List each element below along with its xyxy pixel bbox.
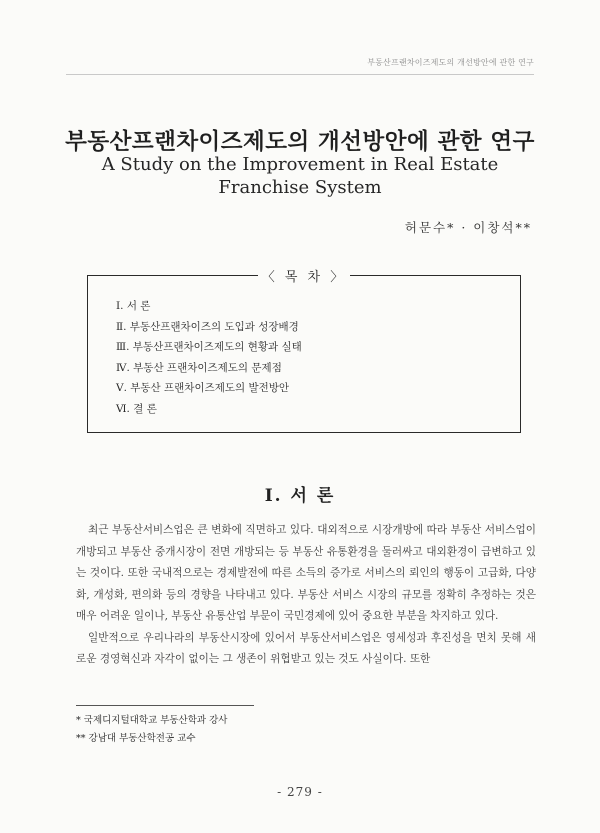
title-korean: 부동산프랜차이즈제도의 개선방안에 관한 연구 [65, 129, 535, 155]
paragraph: 일반적으로 우리나라의 부동산시장에 있어서 부동산서비스업은 영세성과 후진성을 면치 못해 새로운 경영혁신과 자각이 없이는 그 생존이 위협받고 있는 것도 사실이다. 또한 [76, 631, 536, 665]
toc-heading: 〈 목 차 〉 [258, 270, 351, 285]
footnote: * 국제디지털대학교 부동산학과 강사 [76, 715, 228, 726]
title-english-line-2: Franchise System [218, 177, 382, 198]
footnote-rule [76, 705, 254, 706]
paragraph: 최근 부동산서비스업은 큰 변화에 직면하고 있다. 대외적으로 시장개방에 따라 부동산 서비스업이 개방되고 부동산 중개시장이 전면 개방되는 등 부동산 유통환경을 둘러싸고 대외환경이 급변하고 있는 것이다. 또한 국내적으로는 경제발전에 따른 소득의 증가로 서비스의 뢰인의 행동이 고급화, 다양화, 개성화, 편의화 등의 경향을 나타내고 있다. 부동산 서비스 시장의 규모를 정확히 추정하는 것은 매우 어려운 일이나, 부동산 유통산업 부문이 국민경제에 있어 중요한 부분을 차지하고 있다. [76, 524, 536, 622]
title-english [0, 153, 600, 199]
toc-item: Ⅴ. 부동산 프랜차이즈제도의 발전방안 [116, 382, 290, 394]
toc-item: Ⅱ. 부동산프랜차이즈의 도입과 성장배경 [116, 320, 299, 333]
authors: 허문수* · 이창석** [404, 220, 532, 235]
toc-list [116, 296, 302, 419]
footnote: ** 강남대 부동산학전공 교수 [76, 733, 196, 744]
toc-heading-wrap [88, 266, 520, 285]
toc-item: Ⅰ. 서 론 [116, 300, 151, 312]
table-of-contents [87, 270, 521, 433]
page-number: - 279 - [277, 785, 323, 799]
body-text [76, 520, 536, 671]
toc-item: Ⅲ. 부동산프랜차이즈제도의 현황과 실태 [116, 341, 302, 353]
header-rule [66, 74, 534, 75]
title-english-line-1: A Study on the Improvement in Real Estate [101, 154, 499, 175]
toc-item: Ⅵ. 결 론 [116, 402, 157, 415]
footnotes [76, 712, 227, 748]
toc-item: Ⅳ. 부동산 프랜차이즈제도의 문제점 [116, 361, 282, 374]
running-head: 부동산프랜차이즈제도의 개선방안에 관한 연구 [367, 58, 534, 67]
section-title: Ⅰ. 서 론 [264, 486, 336, 506]
